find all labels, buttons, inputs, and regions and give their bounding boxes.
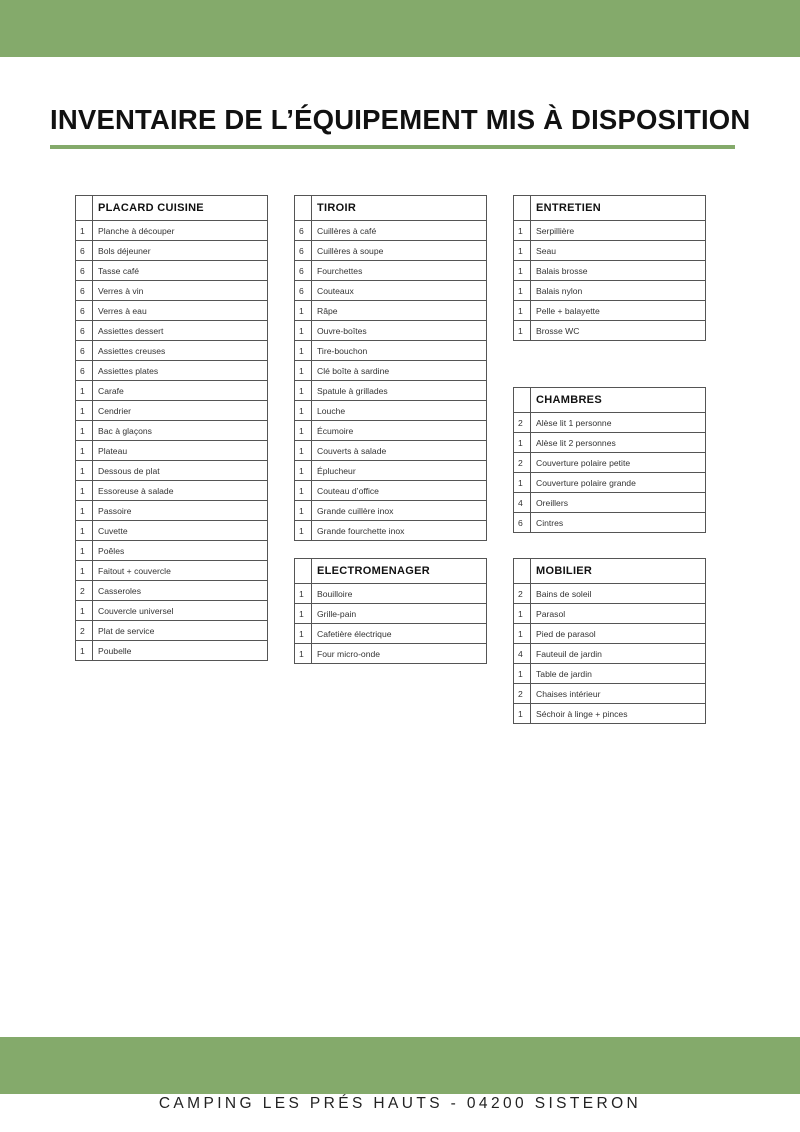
item-name: Cuvette bbox=[93, 521, 268, 541]
table-chambres bbox=[513, 387, 706, 533]
item-quantity: 1 bbox=[514, 704, 531, 724]
item-name: Alèse lit 2 personnes bbox=[531, 433, 706, 453]
item-quantity: 2 bbox=[76, 621, 93, 641]
item-quantity: 6 bbox=[76, 341, 93, 361]
table-row bbox=[295, 604, 487, 624]
item-quantity: 2 bbox=[76, 581, 93, 601]
item-quantity: 1 bbox=[514, 301, 531, 321]
item-name: Pelle + balayette bbox=[531, 301, 706, 321]
item-quantity: 6 bbox=[76, 301, 93, 321]
item-name: Fourchettes bbox=[312, 261, 487, 281]
table-row bbox=[514, 413, 706, 433]
item-name: Bac à glaçons bbox=[93, 421, 268, 441]
table-row bbox=[76, 281, 268, 301]
table-row bbox=[295, 501, 487, 521]
item-quantity: 1 bbox=[514, 604, 531, 624]
item-name: Planche à découper bbox=[93, 221, 268, 241]
table-electromenager bbox=[294, 558, 487, 664]
table-header-qty-cell bbox=[514, 388, 531, 413]
table-row bbox=[295, 521, 487, 541]
table-row bbox=[295, 441, 487, 461]
table-row bbox=[76, 221, 268, 241]
table-row bbox=[514, 301, 706, 321]
table-header: MOBILIER bbox=[531, 559, 706, 584]
item-quantity: 6 bbox=[514, 513, 531, 533]
table-row bbox=[76, 381, 268, 401]
item-quantity: 1 bbox=[295, 624, 312, 644]
table-row bbox=[514, 604, 706, 624]
table-header-qty-cell bbox=[295, 559, 312, 584]
table-row bbox=[76, 421, 268, 441]
page-title: INVENTAIRE DE L’ÉQUIPEMENT MIS À DISPOSITION bbox=[50, 104, 751, 135]
item-name: Alèse lit 1 personne bbox=[531, 413, 706, 433]
table-row bbox=[76, 321, 268, 341]
table-header-qty-cell bbox=[514, 559, 531, 584]
table-mobilier bbox=[513, 558, 706, 724]
item-quantity: 1 bbox=[76, 401, 93, 421]
item-name: Spatule à grillades bbox=[312, 381, 487, 401]
item-quantity: 6 bbox=[76, 281, 93, 301]
table-row bbox=[295, 401, 487, 421]
table-row bbox=[76, 301, 268, 321]
item-name: Poêles bbox=[93, 541, 268, 561]
table-header-qty-cell bbox=[514, 196, 531, 221]
table-row bbox=[295, 481, 487, 501]
item-quantity: 1 bbox=[295, 321, 312, 341]
table-row bbox=[514, 624, 706, 644]
table-row bbox=[514, 584, 706, 604]
item-quantity: 1 bbox=[514, 433, 531, 453]
item-quantity: 1 bbox=[76, 221, 93, 241]
footer-address: CAMPING LES PRÉS HAUTS - 04200 SISTERON bbox=[158, 1095, 642, 1112]
item-name: Louche bbox=[312, 401, 487, 421]
table-row bbox=[76, 461, 268, 481]
table-entretien bbox=[513, 195, 706, 341]
table-row bbox=[76, 541, 268, 561]
item-quantity: 6 bbox=[76, 241, 93, 261]
item-quantity: 1 bbox=[76, 441, 93, 461]
table-row bbox=[295, 381, 487, 401]
item-name: Brosse WC bbox=[531, 321, 706, 341]
table-row bbox=[76, 501, 268, 521]
table-row bbox=[514, 704, 706, 724]
item-name: Tire-bouchon bbox=[312, 341, 487, 361]
table-row bbox=[514, 261, 706, 281]
item-name: Balais brosse bbox=[531, 261, 706, 281]
item-name: Verres à eau bbox=[93, 301, 268, 321]
item-name: Couteau d’office bbox=[312, 481, 487, 501]
table-row bbox=[514, 664, 706, 684]
item-quantity: 1 bbox=[295, 644, 312, 664]
item-quantity: 1 bbox=[295, 461, 312, 481]
item-name: Grande fourchette inox bbox=[312, 521, 487, 541]
table-row bbox=[514, 473, 706, 493]
table-row bbox=[295, 624, 487, 644]
item-quantity: 1 bbox=[76, 421, 93, 441]
item-name: Carafe bbox=[93, 381, 268, 401]
title-underline bbox=[50, 145, 735, 149]
item-quantity: 1 bbox=[76, 541, 93, 561]
item-quantity: 2 bbox=[514, 684, 531, 704]
item-name: Cintres bbox=[531, 513, 706, 533]
item-quantity: 1 bbox=[76, 481, 93, 501]
table-header: PLACARD CUISINE bbox=[93, 196, 268, 221]
table-row bbox=[295, 341, 487, 361]
table-row bbox=[514, 513, 706, 533]
item-quantity: 1 bbox=[295, 481, 312, 501]
item-quantity: 1 bbox=[76, 501, 93, 521]
item-name: Faitout + couvercle bbox=[93, 561, 268, 581]
item-name: Cafetière électrique bbox=[312, 624, 487, 644]
table-row bbox=[76, 401, 268, 421]
item-quantity: 6 bbox=[295, 241, 312, 261]
item-quantity: 2 bbox=[514, 413, 531, 433]
item-name: Cendrier bbox=[93, 401, 268, 421]
table-row bbox=[295, 261, 487, 281]
table-row bbox=[514, 241, 706, 261]
item-name: Passoire bbox=[93, 501, 268, 521]
item-name: Serpillière bbox=[531, 221, 706, 241]
item-quantity: 1 bbox=[295, 584, 312, 604]
item-name: Râpe bbox=[312, 301, 487, 321]
table-row bbox=[514, 684, 706, 704]
table-row bbox=[76, 241, 268, 261]
table-row bbox=[514, 493, 706, 513]
item-name: Verres à vin bbox=[93, 281, 268, 301]
table-row bbox=[295, 221, 487, 241]
item-name: Séchoir à linge + pinces bbox=[531, 704, 706, 724]
table-row bbox=[76, 521, 268, 541]
item-name: Four micro-onde bbox=[312, 644, 487, 664]
item-name: Clé boîte à sardine bbox=[312, 361, 487, 381]
table-row bbox=[76, 441, 268, 461]
table-row bbox=[76, 581, 268, 601]
item-name: Cuillères à café bbox=[312, 221, 487, 241]
item-quantity: 1 bbox=[295, 341, 312, 361]
table-tiroir bbox=[294, 195, 487, 541]
table-header-qty-cell bbox=[76, 196, 93, 221]
table-row bbox=[295, 281, 487, 301]
item-quantity: 1 bbox=[295, 421, 312, 441]
item-name: Seau bbox=[531, 241, 706, 261]
item-quantity: 6 bbox=[76, 361, 93, 381]
item-name: Pied de parasol bbox=[531, 624, 706, 644]
item-quantity: 1 bbox=[295, 604, 312, 624]
item-name: Bains de soleil bbox=[531, 584, 706, 604]
top-green-band bbox=[0, 0, 800, 57]
item-quantity: 6 bbox=[295, 261, 312, 281]
item-name: Balais nylon bbox=[531, 281, 706, 301]
item-quantity: 1 bbox=[295, 401, 312, 421]
table-row bbox=[514, 433, 706, 453]
item-quantity: 2 bbox=[514, 584, 531, 604]
item-quantity: 1 bbox=[76, 641, 93, 661]
item-name: Couverture polaire grande bbox=[531, 473, 706, 493]
table-header: TIROIR bbox=[312, 196, 487, 221]
item-quantity: 2 bbox=[514, 453, 531, 473]
item-quantity: 1 bbox=[76, 561, 93, 581]
item-name: Oreillers bbox=[531, 493, 706, 513]
item-quantity: 1 bbox=[514, 241, 531, 261]
bottom-green-band bbox=[0, 1037, 800, 1094]
item-name: Couteaux bbox=[312, 281, 487, 301]
item-quantity: 1 bbox=[76, 601, 93, 621]
table-row bbox=[76, 481, 268, 501]
item-name: Chaises intérieur bbox=[531, 684, 706, 704]
table-row bbox=[514, 453, 706, 473]
table-header: ENTRETIEN bbox=[531, 196, 706, 221]
table-row bbox=[295, 644, 487, 664]
item-name: Grille-pain bbox=[312, 604, 487, 624]
table-header: ELECTROMENAGER bbox=[312, 559, 487, 584]
item-name: Assiettes plates bbox=[93, 361, 268, 381]
item-quantity: 1 bbox=[295, 501, 312, 521]
table-row bbox=[514, 221, 706, 241]
table-row bbox=[76, 601, 268, 621]
item-name: Couverture polaire petite bbox=[531, 453, 706, 473]
item-name: Grande cuillère inox bbox=[312, 501, 487, 521]
item-quantity: 1 bbox=[76, 521, 93, 541]
table-row bbox=[76, 561, 268, 581]
item-name: Plat de service bbox=[93, 621, 268, 641]
table-row bbox=[295, 241, 487, 261]
table-row bbox=[76, 341, 268, 361]
item-quantity: 6 bbox=[295, 221, 312, 241]
item-quantity: 4 bbox=[514, 493, 531, 513]
item-quantity: 6 bbox=[76, 261, 93, 281]
item-name: Assiettes dessert bbox=[93, 321, 268, 341]
item-name: Écumoire bbox=[312, 421, 487, 441]
item-quantity: 1 bbox=[295, 301, 312, 321]
item-quantity: 1 bbox=[514, 221, 531, 241]
item-quantity: 1 bbox=[76, 381, 93, 401]
item-quantity: 6 bbox=[295, 281, 312, 301]
table-row bbox=[76, 261, 268, 281]
item-quantity: 1 bbox=[514, 281, 531, 301]
item-name: Poubelle bbox=[93, 641, 268, 661]
item-name: Couvercle universel bbox=[93, 601, 268, 621]
table-placard-cuisine bbox=[75, 195, 268, 661]
item-name: Tasse café bbox=[93, 261, 268, 281]
table-row bbox=[295, 301, 487, 321]
item-name: Table de jardin bbox=[531, 664, 706, 684]
table-row bbox=[295, 361, 487, 381]
item-quantity: 1 bbox=[514, 664, 531, 684]
item-name: Dessous de plat bbox=[93, 461, 268, 481]
item-quantity: 1 bbox=[295, 441, 312, 461]
item-name: Casseroles bbox=[93, 581, 268, 601]
item-name: Cuillères à soupe bbox=[312, 241, 487, 261]
item-quantity: 1 bbox=[514, 261, 531, 281]
item-quantity: 1 bbox=[295, 381, 312, 401]
item-quantity: 1 bbox=[295, 521, 312, 541]
item-name: Parasol bbox=[531, 604, 706, 624]
item-name: Assiettes creuses bbox=[93, 341, 268, 361]
item-quantity: 1 bbox=[514, 321, 531, 341]
item-name: Plateau bbox=[93, 441, 268, 461]
item-quantity: 1 bbox=[295, 361, 312, 381]
table-row bbox=[76, 361, 268, 381]
item-name: Ouvre-boîtes bbox=[312, 321, 487, 341]
item-quantity: 1 bbox=[76, 461, 93, 481]
table-row bbox=[76, 621, 268, 641]
table-header-qty-cell bbox=[295, 196, 312, 221]
table-row bbox=[514, 644, 706, 664]
item-quantity: 1 bbox=[514, 473, 531, 493]
item-quantity: 6 bbox=[76, 321, 93, 341]
item-quantity: 1 bbox=[514, 624, 531, 644]
item-name: Éplucheur bbox=[312, 461, 487, 481]
item-name: Bols déjeuner bbox=[93, 241, 268, 261]
table-row bbox=[514, 281, 706, 301]
table-row bbox=[514, 321, 706, 341]
table-row bbox=[295, 421, 487, 441]
item-name: Fauteuil de jardin bbox=[531, 644, 706, 664]
table-row bbox=[76, 641, 268, 661]
item-name: Bouilloire bbox=[312, 584, 487, 604]
table-header: CHAMBRES bbox=[531, 388, 706, 413]
item-name: Essoreuse à salade bbox=[93, 481, 268, 501]
table-row bbox=[295, 584, 487, 604]
item-name: Couverts à salade bbox=[312, 441, 487, 461]
table-row bbox=[295, 461, 487, 481]
item-quantity: 4 bbox=[514, 644, 531, 664]
table-row bbox=[295, 321, 487, 341]
